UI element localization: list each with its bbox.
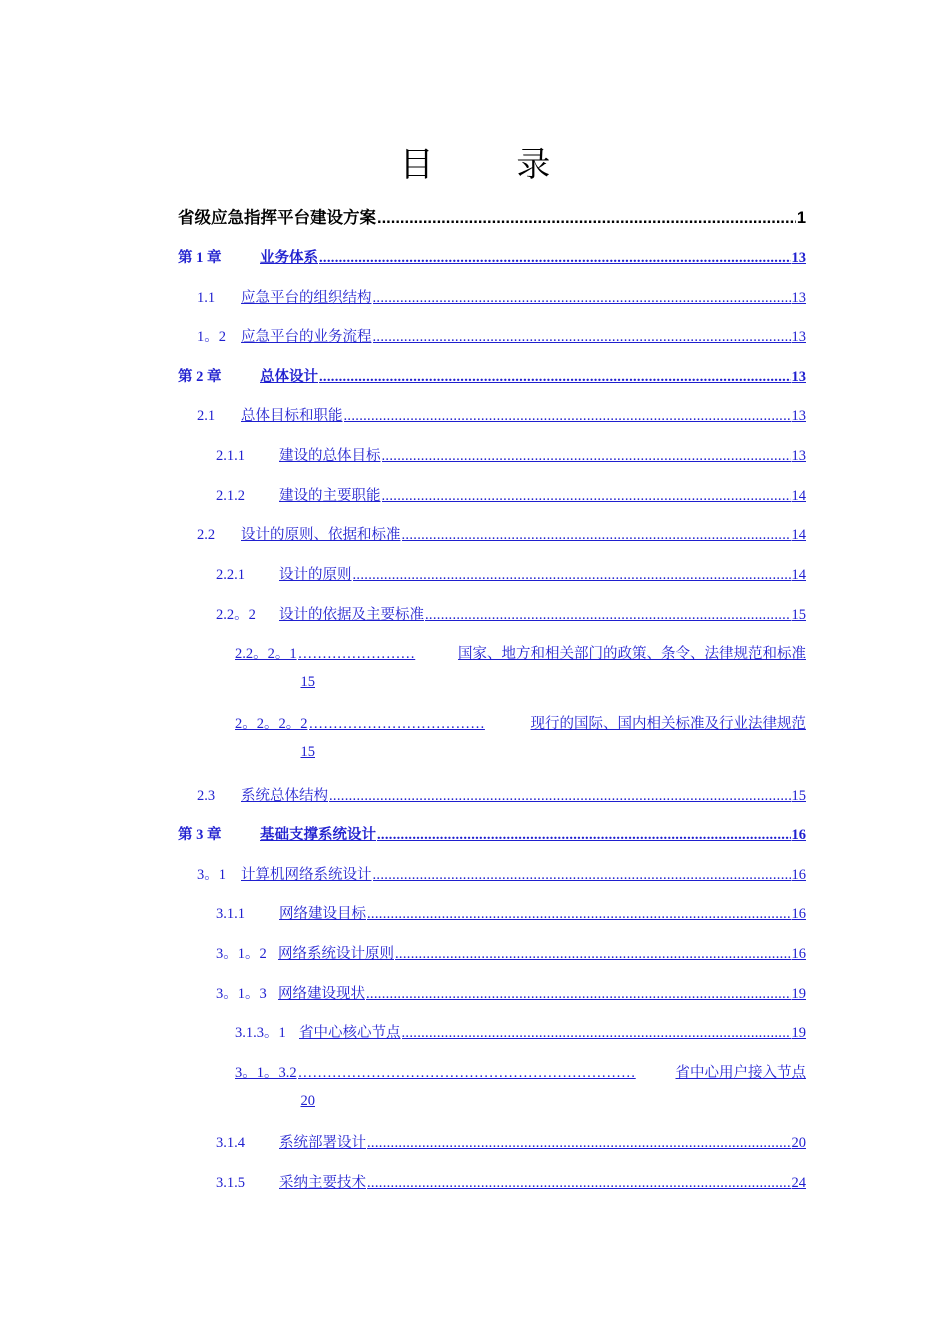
toc-entry-number: 3.1.1 xyxy=(216,906,245,922)
toc-entry-page: 20 xyxy=(791,1135,806,1151)
toc-entry-2-2[interactable] xyxy=(197,523,806,543)
toc-entry-title: 计算机网络系统设计 xyxy=(241,867,372,883)
toc-entry-page: 13 xyxy=(791,448,806,464)
toc-entry-3-1-2[interactable] xyxy=(216,942,806,962)
toc-entry-title: 网络系统设计原则 xyxy=(278,946,394,962)
toc-entry-number: 第 3 章 xyxy=(178,827,222,843)
toc-leader xyxy=(382,448,791,465)
toc-entry-page: 16 xyxy=(791,867,806,883)
toc-entry-title: 省中心用户接入节点 xyxy=(675,1065,806,1081)
toc-leader xyxy=(377,209,796,228)
toc-entry-number: 3。1。3.2 xyxy=(235,1065,297,1081)
toc-entry-page: 13 xyxy=(791,290,806,306)
toc-entry-title: 设计的原则 xyxy=(279,567,352,583)
toc-entry-number: 3.1.4 xyxy=(216,1135,245,1151)
toc-entry-page: 24 xyxy=(791,1175,806,1191)
toc-leader xyxy=(353,567,791,584)
toc-leader xyxy=(367,906,791,923)
toc-entry-title: 建设的主要职能 xyxy=(279,488,381,504)
toc-entry-number: 2.2 xyxy=(197,527,216,543)
toc-leader xyxy=(373,290,791,307)
toc-entry-number: 3。1。3 xyxy=(216,986,267,1002)
toc-entry-page-wrapped[interactable] xyxy=(201,1093,315,1110)
toc-entry-2-2-2[interactable] xyxy=(216,603,806,623)
toc-entry-page: 14 xyxy=(791,488,806,504)
toc-entry-page: 13 xyxy=(791,250,806,266)
toc-leader xyxy=(425,607,791,624)
toc-leader xyxy=(367,1175,791,1192)
toc-entry-number: 第 1 章 xyxy=(178,250,222,266)
toc-leader xyxy=(366,986,791,1003)
toc-entry-page: 20 xyxy=(300,1093,315,1109)
toc-entry-number: 2.1.2 xyxy=(216,488,245,504)
toc-entry-title: 省中心核心节点 xyxy=(299,1025,401,1041)
toc-entry-title: 系统总体结构 xyxy=(241,788,328,804)
toc-entry-page: 19 xyxy=(791,986,806,1002)
toc-entry-title: 应急平台的业务流程 xyxy=(241,329,372,345)
toc-entry-chapter-1[interactable] xyxy=(178,246,806,266)
toc-entry-title: 国家、地方和相关部门的政策、条令、法律规范和标准 xyxy=(458,646,806,662)
toc-entry-3-1-1[interactable] xyxy=(216,902,806,922)
toc-entry-3-1-4[interactable] xyxy=(216,1131,806,1151)
toc-entry-number: 2.1.1 xyxy=(216,448,245,464)
toc-entry-1-2[interactable] xyxy=(197,325,806,345)
toc-entry-3-1[interactable] xyxy=(197,863,806,883)
toc-entry-3-1-5[interactable] xyxy=(216,1171,806,1191)
toc-entry-2-3[interactable] xyxy=(197,784,806,804)
toc-entry-page: 13 xyxy=(791,329,806,345)
toc-entry-title: 系统部署设计 xyxy=(279,1135,366,1151)
toc-entry-page: 16 xyxy=(791,946,806,962)
toc-entry-title: 设计的依据及主要标准 xyxy=(279,607,424,623)
toc-entry-number: 1。2 xyxy=(197,329,226,345)
toc-entry-page: 15 xyxy=(791,788,806,804)
toc-entry-2-2-2-2[interactable] xyxy=(235,712,806,733)
toc-entry-page: 19 xyxy=(791,1025,806,1041)
toc-entry-number: 3。1。2 xyxy=(216,946,267,962)
toc-leader xyxy=(395,946,791,963)
toc-entry-chapter-2[interactable] xyxy=(178,365,806,385)
toc-entry-page-wrapped[interactable] xyxy=(201,744,315,761)
toc-leader xyxy=(377,827,791,844)
toc-entry-2-1[interactable] xyxy=(197,404,806,424)
toc-top-entry-label: 省级应急指挥平台建设方案 xyxy=(178,209,376,227)
toc-leader: ……………………………… xyxy=(308,716,485,732)
toc-entry-title: 建设的总体目标 xyxy=(279,448,381,464)
toc-entry-number: 第 2 章 xyxy=(178,369,222,385)
toc-entry-3-1-3-1[interactable] xyxy=(235,1021,806,1041)
toc-entry-number: 2。2。2。2 xyxy=(235,716,308,732)
toc-entry-page: 13 xyxy=(791,408,806,424)
toc-entry-title: 基础支撑系统设计 xyxy=(260,827,376,843)
toc-entry-page: 15 xyxy=(791,607,806,623)
toc-leader xyxy=(319,369,791,386)
toc-entry-number: 1.1 xyxy=(197,290,216,306)
toc-entry-title: 总体目标和职能 xyxy=(241,408,343,424)
toc-leader: …………………………………………………………… xyxy=(297,1065,636,1081)
toc-entry-page: 15 xyxy=(300,744,315,760)
toc-entry-1-1[interactable] xyxy=(197,286,806,306)
toc-entry-number: 2.2。2 xyxy=(216,607,256,623)
toc-entry-3-1-3[interactable] xyxy=(216,982,806,1002)
toc-entry-number: 2.2。2。1 xyxy=(235,646,297,662)
toc-leader xyxy=(329,788,791,805)
toc-entry-title: 网络建设现状 xyxy=(278,986,365,1002)
toc-entry-2-1-2[interactable] xyxy=(216,484,806,504)
toc-leader xyxy=(402,1025,791,1042)
toc-entry-2-2-1[interactable] xyxy=(216,563,806,583)
toc-heading: 目 录 xyxy=(399,145,587,185)
toc-leader xyxy=(382,488,791,505)
toc-entry-3-1-3-2[interactable] xyxy=(235,1061,806,1082)
toc-entry-number: 3.1.5 xyxy=(216,1175,245,1191)
toc-entry-chapter-3[interactable] xyxy=(178,823,806,843)
toc-entry-number: 2.2.1 xyxy=(216,567,245,583)
toc-entry-number: 2.1 xyxy=(197,408,216,424)
toc-entry-2-1-1[interactable] xyxy=(216,444,806,464)
toc-leader xyxy=(373,867,791,884)
toc-entry-page: 15 xyxy=(300,674,315,690)
toc-leader xyxy=(402,527,791,544)
toc-entry-page-wrapped[interactable] xyxy=(201,674,315,691)
toc-entry-2-2-2-1[interactable] xyxy=(235,642,806,663)
toc-top-entry[interactable] xyxy=(178,204,806,228)
toc-entry-title: 应急平台的组织结构 xyxy=(241,290,372,306)
toc-entry-page: 13 xyxy=(791,369,806,385)
toc-entry-title: 采纳主要技术 xyxy=(279,1175,366,1191)
toc-entry-number: 2.3 xyxy=(197,788,216,804)
toc-entry-title: 现行的国际、国内相关标准及行业法律规范 xyxy=(530,716,806,732)
toc-entry-number: 3.1.3。1 xyxy=(235,1025,286,1041)
toc-entry-title: 设计的原则、依据和标准 xyxy=(241,527,401,543)
toc-entry-title: 网络建设目标 xyxy=(279,906,366,922)
toc-leader xyxy=(344,408,791,425)
toc-leader xyxy=(373,329,791,346)
toc-entry-page: 14 xyxy=(791,527,806,543)
toc-top-entry-page: 1 xyxy=(796,209,806,227)
toc-leader xyxy=(367,1135,791,1152)
toc-leader xyxy=(319,250,791,267)
toc-entry-page: 16 xyxy=(791,906,806,922)
toc-entry-number: 3。1 xyxy=(197,867,226,883)
toc-entry-title: 业务体系 xyxy=(260,250,318,266)
toc-leader: …………………… xyxy=(297,646,416,662)
toc-entry-page: 14 xyxy=(791,567,806,583)
toc-entry-page: 16 xyxy=(791,827,806,843)
toc-entry-title: 总体设计 xyxy=(260,369,318,385)
